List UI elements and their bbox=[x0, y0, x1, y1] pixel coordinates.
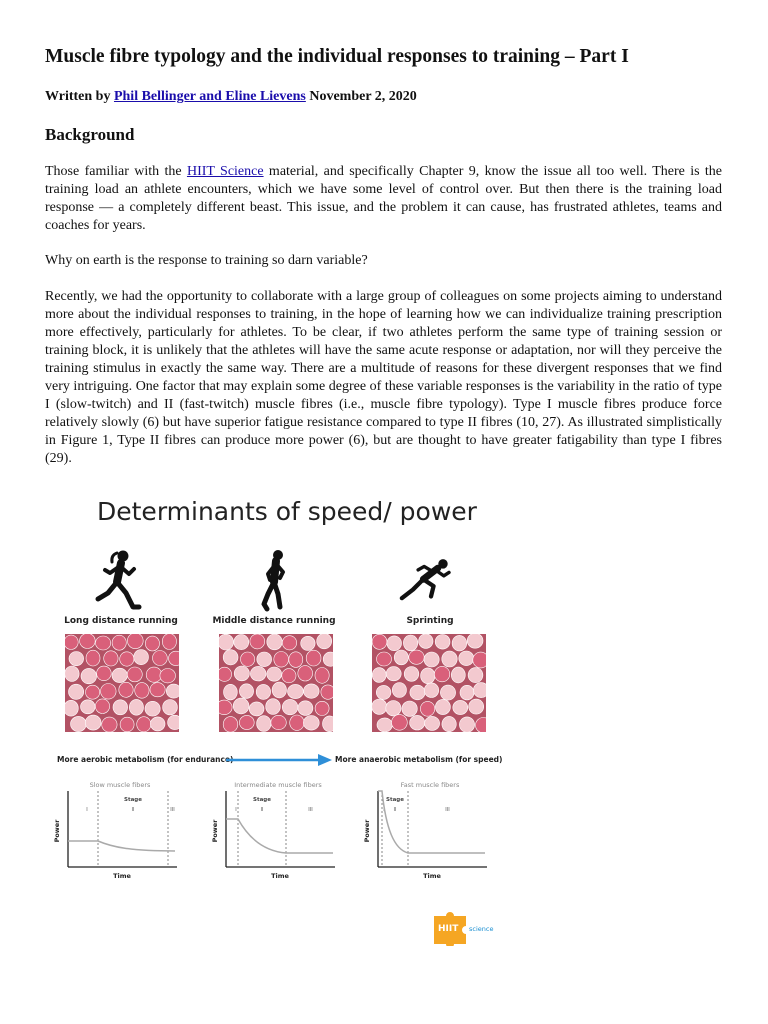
muscle-fibre bbox=[282, 699, 298, 714]
stage-label: Stage bbox=[386, 797, 404, 803]
aerobic-label: More aerobic metabolism (for endurance) bbox=[57, 755, 234, 764]
muscle-fibre bbox=[233, 698, 249, 714]
muscle-fibre bbox=[96, 636, 111, 650]
muscle-fibre bbox=[250, 634, 265, 649]
muscle-fibre bbox=[241, 652, 255, 666]
muscle-fibre bbox=[473, 652, 486, 668]
muscle-fibre bbox=[104, 651, 118, 666]
arrow-right-icon bbox=[224, 753, 334, 767]
muscle-fibre bbox=[127, 634, 143, 649]
muscle-fibre bbox=[135, 683, 149, 699]
muscle-fibre bbox=[315, 701, 329, 715]
muscle-fibre bbox=[249, 702, 264, 716]
stage-numeral: III bbox=[170, 807, 175, 813]
muscle-fibre bbox=[272, 682, 286, 698]
muscle-fibre bbox=[267, 667, 282, 681]
muscle-fibre bbox=[127, 667, 142, 682]
stage-numeral: I bbox=[383, 807, 385, 813]
byline-date: November 2, 2020 bbox=[309, 89, 417, 104]
muscle-fibre bbox=[166, 684, 179, 698]
muscle-fibre bbox=[81, 700, 96, 714]
muscle-fibre bbox=[224, 684, 238, 700]
muscle-fibre bbox=[298, 701, 313, 716]
muscle-fibre bbox=[65, 666, 79, 681]
figure-title: Determinants of speed/ power bbox=[97, 497, 477, 526]
caption-long-distance: Long distance running bbox=[64, 616, 178, 626]
muscle-fibre bbox=[377, 718, 392, 732]
muscle-fibre bbox=[223, 650, 238, 665]
muscle-fibre bbox=[410, 715, 425, 730]
muscle-fibre bbox=[473, 683, 486, 698]
muscle-fibre bbox=[386, 667, 401, 681]
muscle-fibre bbox=[409, 650, 424, 664]
muscle-fibre bbox=[163, 700, 178, 715]
stage-numeral: I bbox=[86, 807, 88, 813]
logo-subtext: science bbox=[469, 925, 494, 933]
muscle-fibre bbox=[150, 683, 165, 697]
muscle-fibre bbox=[303, 716, 319, 731]
graph-title: Slow muscle fibers bbox=[89, 781, 151, 789]
y-axis-label: Power bbox=[211, 819, 219, 843]
muscle-fibre bbox=[256, 684, 270, 699]
muscle-fibre bbox=[112, 668, 127, 682]
paragraph-1-rest: material, and specifically Chapter 9, know the issue all too well. There is the training load an athlete encounters, which we have some level of control over. But then there is the training load response — a completely different beast. This issue, and the problem it can cause, has frustrated athletes, teams and coaches for years. bbox=[45, 164, 723, 233]
stage-numeral: II bbox=[131, 807, 135, 813]
muscle-fibre bbox=[239, 684, 253, 699]
muscle-fibre bbox=[219, 634, 234, 650]
muscle-fibre bbox=[372, 699, 387, 714]
stage-label: Stage bbox=[124, 797, 142, 803]
muscle-fibre bbox=[289, 652, 303, 668]
muscle-fibre bbox=[392, 715, 408, 731]
y-axis-label: Power bbox=[53, 819, 61, 843]
muscle-fibre bbox=[271, 715, 286, 729]
muscle-fibre bbox=[162, 634, 176, 650]
muscle-fibre bbox=[65, 635, 78, 649]
muscle-fibre bbox=[469, 699, 484, 714]
graph-title: Fast muscle fibers bbox=[400, 781, 460, 789]
muscle-fibre bbox=[306, 650, 321, 666]
muscle-fibre bbox=[146, 667, 162, 682]
muscle-fibre bbox=[301, 636, 315, 650]
muscle-fibre bbox=[257, 652, 272, 667]
muscle-fibre bbox=[372, 668, 386, 683]
muscle-fibre bbox=[223, 717, 238, 732]
muscle-fibre bbox=[315, 668, 329, 684]
muscle-fibre bbox=[113, 700, 128, 715]
muscle-fibre bbox=[134, 650, 149, 665]
sprinter-icon bbox=[395, 549, 455, 613]
muscle-fibre bbox=[282, 669, 296, 683]
muscle-fibre bbox=[377, 652, 392, 666]
muscle-fibre bbox=[459, 651, 474, 666]
power-curve bbox=[68, 841, 175, 851]
muscle-fibre bbox=[421, 668, 435, 684]
muscle-fibre bbox=[451, 667, 465, 683]
muscle-fibre bbox=[257, 716, 271, 732]
muscle-fibre bbox=[376, 685, 391, 699]
muscle-fibre bbox=[452, 635, 467, 651]
paragraph-2: Why on earth is the response to training so darn variable? bbox=[45, 253, 368, 268]
muscle-fibre bbox=[219, 667, 232, 681]
muscle-fibre bbox=[274, 652, 289, 668]
muscle-fibre bbox=[440, 685, 455, 700]
muscle-fibre bbox=[290, 715, 304, 730]
muscle-fibre bbox=[112, 635, 126, 650]
muscle-fibre bbox=[468, 668, 483, 683]
stage-label: Stage bbox=[253, 797, 271, 803]
muscle-fibre bbox=[168, 715, 179, 729]
muscle-fibre bbox=[69, 652, 84, 666]
muscle-fibre bbox=[119, 682, 133, 697]
muscle-fibre bbox=[219, 700, 232, 715]
muscle-fibre bbox=[102, 717, 117, 732]
muscle-fibre bbox=[435, 635, 450, 650]
muscle-fibre bbox=[129, 699, 143, 715]
hiit-science-logo bbox=[430, 910, 500, 946]
caption-middle-distance: Middle distance running bbox=[212, 616, 336, 626]
muscle-fibre bbox=[425, 716, 440, 730]
muscle-fibre bbox=[372, 634, 387, 649]
muscle-fibre bbox=[386, 701, 401, 716]
paragraph-1 bbox=[45, 163, 722, 235]
muscle-fibre bbox=[85, 715, 101, 730]
muscle-fibre bbox=[81, 668, 97, 683]
muscle-fibre bbox=[86, 650, 100, 666]
muscle-fibre bbox=[239, 715, 254, 729]
muscle-fibre bbox=[120, 717, 134, 732]
muscle-fibre bbox=[402, 701, 417, 716]
logo-text: HIIT bbox=[438, 924, 459, 934]
muscle-fibre bbox=[403, 635, 417, 651]
muscle-fibre bbox=[298, 666, 313, 681]
byline-prefix: Written by bbox=[45, 89, 111, 104]
muscle-fibre bbox=[424, 683, 438, 698]
muscle-fibre bbox=[145, 636, 159, 651]
caption-sprinting: Sprinting bbox=[406, 616, 454, 626]
muscle-fibre bbox=[97, 666, 112, 681]
muscle-fibre bbox=[234, 635, 249, 650]
x-axis-label: Time bbox=[113, 872, 131, 880]
muscle-fibre bbox=[387, 636, 402, 651]
muscle-fibre bbox=[95, 699, 109, 714]
muscle-fibre bbox=[160, 669, 176, 683]
muscle-fibre bbox=[453, 700, 468, 714]
graph-title: Intermediate muscle fibers bbox=[234, 781, 322, 789]
figure-determinants bbox=[45, 487, 503, 957]
long-distance-runner-icon bbox=[90, 549, 150, 613]
x-axis-label: Time bbox=[271, 872, 289, 880]
muscle-fibre bbox=[424, 652, 439, 667]
stage-numeral: III bbox=[445, 807, 450, 813]
muscle-fibre bbox=[71, 716, 87, 731]
muscle-fibre bbox=[419, 634, 433, 648]
muscle-fibre bbox=[234, 666, 249, 681]
muscle-fibre bbox=[69, 684, 84, 699]
muscle-fibre bbox=[459, 717, 474, 732]
muscle-fibre bbox=[80, 634, 96, 649]
muscle-fibre bbox=[137, 717, 151, 732]
section-heading: Background bbox=[45, 125, 135, 144]
article-title: Muscle fibre typology and the individual responses to training – Part I bbox=[45, 46, 629, 67]
muscle-fibre bbox=[267, 634, 282, 650]
muscle-tissue-middle-distance bbox=[219, 634, 333, 732]
y-axis-label: Power bbox=[363, 819, 371, 843]
x-axis-label: Time bbox=[423, 872, 441, 880]
stage-numeral: II bbox=[260, 807, 264, 813]
hiit-science-link[interactable]: HIIT Science bbox=[186, 164, 264, 179]
muscle-fibre bbox=[317, 634, 332, 649]
muscle-fibre bbox=[153, 651, 168, 666]
muscle-fibre bbox=[321, 685, 333, 699]
paragraph-3: Recently, we had the opportunity to collaborate with a large group of colleagues on some projects aiming to understand more about the individual responses to training, in the hope of learning how we can individualize training prescription more effectively, particularly for athletes. To be clear, if two athletes perform the same type of training session or training block, it is unlikely that the athletes will have the same acute response or adaptation, nor will they perceive the training stimulus in exactly the same way. There are a multitude of reasons for these divergent responses that we find very intriguing. One factor that may explain some degree of these variable responses is the variability in the ratio of type I (slow-twitch) and II (fast-twitch) muscle fibres (i.e., muscle fibre typology). Type I muscle fibres produce force relatively slowly (6) but have superior fatigue resistance compared to type II fibres (10, 27). As illustrated simplistically in Figure 1, Type II fibres can produce more power (6), but are thought to have greater fatigability than type I fibres (29). bbox=[45, 289, 722, 466]
muscle-fibre bbox=[65, 700, 78, 716]
muscle-fibre bbox=[434, 666, 449, 681]
muscle-fibre bbox=[86, 685, 100, 699]
muscle-fibre bbox=[460, 685, 474, 700]
muscle-fibre bbox=[120, 652, 134, 666]
muscle-fibre bbox=[282, 636, 296, 650]
stage-numeral: I bbox=[235, 807, 237, 813]
muscle-fibre bbox=[404, 667, 419, 682]
muscle-fibre bbox=[410, 685, 425, 700]
anaerobic-label: More anaerobic metabolism (for speed) bbox=[335, 755, 503, 764]
muscle-fibre bbox=[435, 699, 450, 714]
authors-link[interactable]: Phil Bellinger and Eline Lievens bbox=[113, 89, 306, 104]
stage-numeral: III bbox=[308, 807, 313, 813]
muscle-fibre bbox=[442, 716, 456, 731]
power-graph-fast-fibers bbox=[360, 779, 490, 889]
muscle-fibre bbox=[288, 684, 304, 698]
stage-numeral: II bbox=[393, 807, 397, 813]
muscle-fibre bbox=[145, 701, 160, 716]
power-graph-slow-fibers bbox=[50, 779, 180, 889]
power-graph-intermediate-fibers bbox=[208, 779, 338, 889]
muscle-fibre bbox=[394, 650, 408, 665]
muscle-fibre bbox=[442, 651, 457, 667]
muscle-tissue-sprinting bbox=[372, 634, 486, 732]
muscle-tissue-long-distance bbox=[65, 634, 179, 732]
muscle-fibre bbox=[392, 683, 406, 698]
paragraph-1-lead: Those familiar with the bbox=[45, 164, 187, 179]
middle-distance-runner-icon bbox=[245, 549, 305, 613]
muscle-fibre bbox=[101, 684, 117, 700]
muscle-fibre bbox=[150, 717, 165, 731]
muscle-fibre bbox=[304, 684, 320, 698]
muscle-fibre bbox=[266, 699, 281, 715]
muscle-fibre bbox=[420, 701, 434, 716]
byline bbox=[45, 89, 417, 105]
power-curve bbox=[226, 819, 333, 853]
muscle-fibre bbox=[250, 666, 266, 681]
muscle-fibre bbox=[467, 634, 483, 648]
